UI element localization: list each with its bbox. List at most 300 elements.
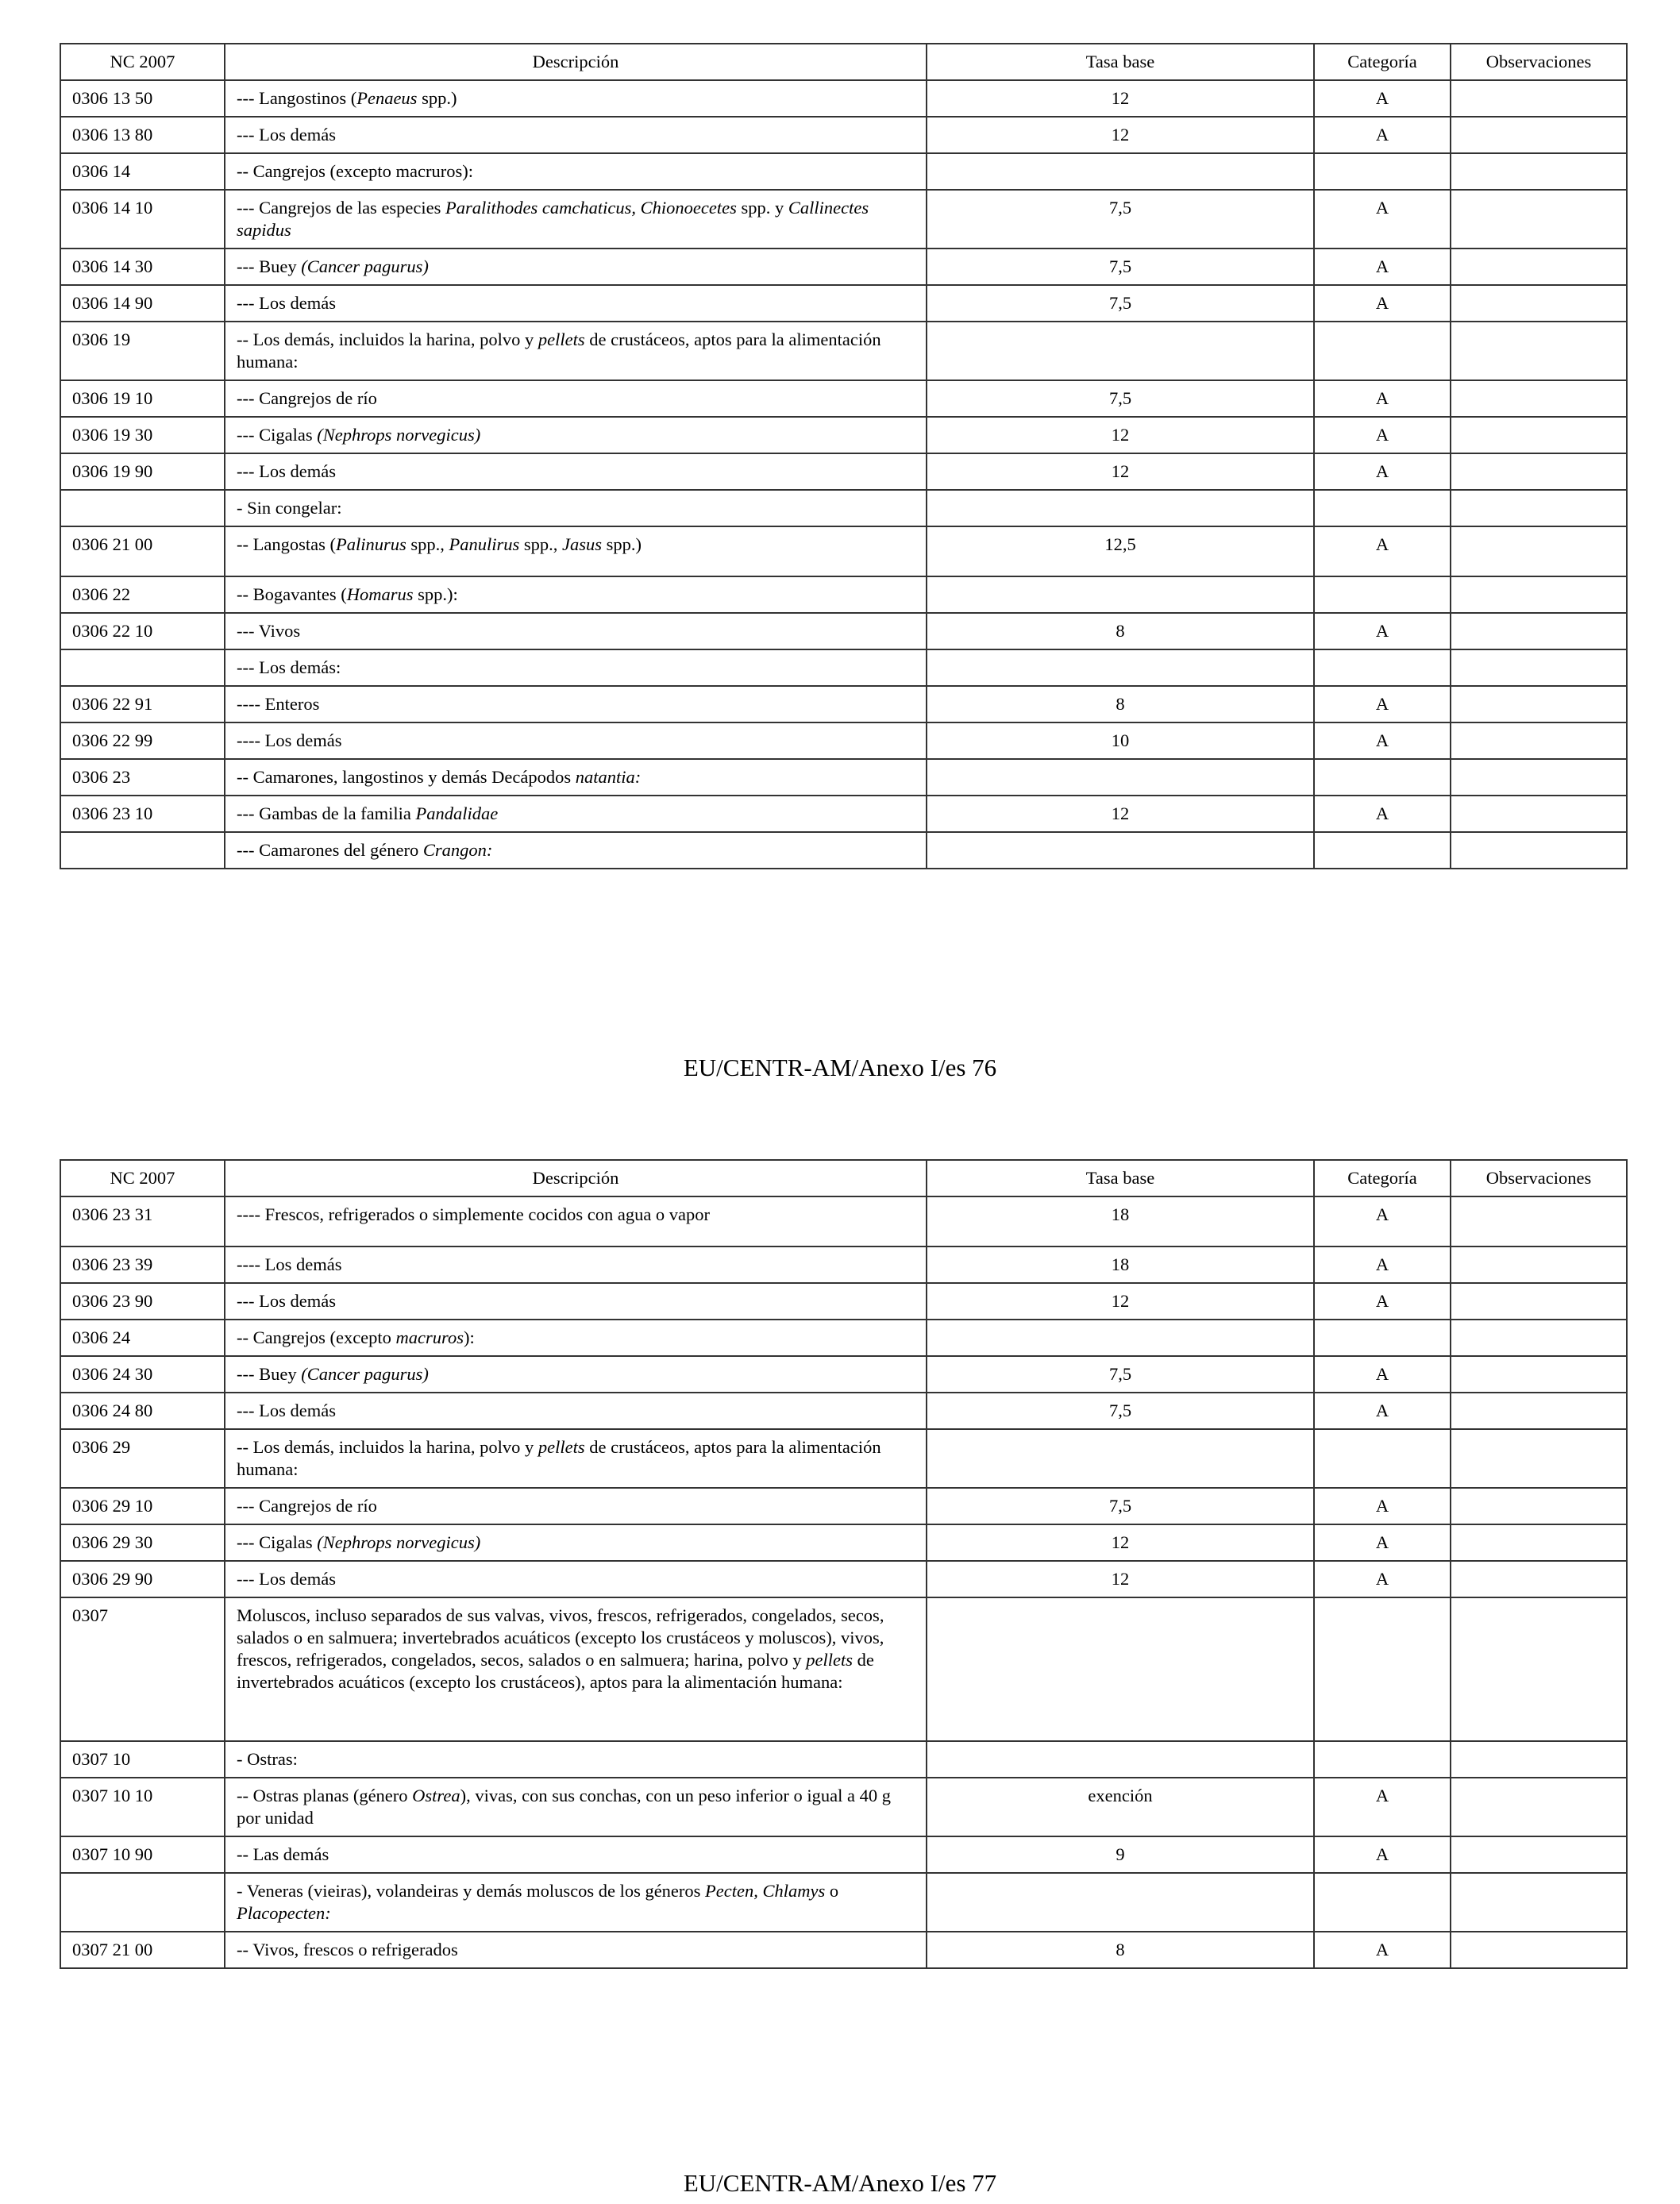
description-cell [225,1320,927,1356]
header-descripcion: Descripción [225,44,927,80]
observations-cell [1451,1246,1627,1283]
table-row [60,1429,1627,1488]
description-text: --- Cangrejos de río [237,1496,377,1516]
base-rate-cell: 12 [927,1524,1314,1561]
base-rate-cell: 18 [927,1196,1314,1246]
description-text: - Veneras (vieiras), volandeiras y demás moluscos de los géneros [237,1881,706,1901]
category-cell: A [1314,1196,1451,1246]
category-cell: A [1314,190,1451,249]
table-row [60,686,1627,722]
category-cell: A [1314,1932,1451,1968]
base-rate-cell: 8 [927,613,1314,649]
category-cell: A [1314,380,1451,417]
nc-code-cell: 0307 21 00 [60,1932,225,1968]
base-rate-cell: 12 [927,117,1314,153]
observations-cell [1451,1393,1627,1429]
nc-code-cell [60,1873,225,1932]
tariff-table-page-76 [60,43,1628,869]
description-text: spp.) [417,88,457,108]
category-cell: A [1314,117,1451,153]
base-rate-cell: 8 [927,686,1314,722]
description-cell [225,649,927,686]
base-rate-cell: 7,5 [927,380,1314,417]
description-cell [225,1836,927,1873]
nc-code-cell: 0306 13 80 [60,117,225,153]
observations-cell [1451,1356,1627,1393]
observations-cell [1451,1196,1627,1246]
observations-cell [1451,722,1627,759]
table-row [60,1283,1627,1320]
category-cell: A [1314,1246,1451,1283]
description-text: spp.) [602,534,642,554]
nc-code-cell: 0306 23 31 [60,1196,225,1246]
base-rate-cell: exención [927,1778,1314,1836]
observations-cell [1451,832,1627,869]
description-text: de crustáceos, aptos para la alimentación humana: [237,1437,881,1479]
nc-code-cell: 0306 22 91 [60,686,225,722]
nc-code-cell [60,490,225,526]
category-cell: A [1314,1488,1451,1524]
header-tasa-base: Tasa base [927,1160,1314,1196]
description-italic-text: (Nephrops norvegicus) [317,425,481,445]
base-rate-cell [927,1597,1314,1741]
description-text: spp., [519,534,563,554]
nc-code-cell: 0306 19 90 [60,453,225,490]
table-row [60,322,1627,380]
category-cell: A [1314,722,1451,759]
nc-code-cell: 0306 23 90 [60,1283,225,1320]
nc-code-cell: 0306 24 [60,1320,225,1356]
table-row [60,1561,1627,1597]
observations-cell [1451,796,1627,832]
observations-cell [1451,285,1627,322]
description-cell [225,759,927,796]
description-italic-text: (Cancer pagurus) [301,1364,429,1384]
nc-code-cell: 0306 14 10 [60,190,225,249]
header-categoria: Categoría [1314,44,1451,80]
description-italic-text: macruros [395,1327,464,1347]
description-italic-text: Ostrea [412,1786,460,1805]
observations-cell [1451,613,1627,649]
category-cell: A [1314,249,1451,285]
description-text: ): [463,1327,475,1347]
nc-code-cell: 0306 29 30 [60,1524,225,1561]
description-text: ---- Los demás [237,730,342,750]
nc-code-cell: 0306 24 80 [60,1393,225,1429]
description-cell [225,1488,927,1524]
table-row [60,190,1627,249]
observations-cell [1451,1524,1627,1561]
observations-cell [1451,759,1627,796]
observations-cell [1451,453,1627,490]
category-cell [1314,1597,1451,1741]
description-text: - Sin congelar: [237,498,342,518]
base-rate-cell: 7,5 [927,249,1314,285]
observations-cell [1451,1741,1627,1778]
description-text: --- Los demás: [237,657,341,677]
description-text: o [825,1881,839,1901]
observations-cell [1451,526,1627,576]
description-text: --- Cangrejos de las especies [237,198,446,218]
description-text: -- Bogavantes ( [237,584,347,604]
category-cell [1314,1429,1451,1488]
description-cell [225,117,927,153]
base-rate-cell [927,1741,1314,1778]
observations-cell [1451,1873,1627,1932]
base-rate-cell [927,576,1314,613]
observations-cell [1451,190,1627,249]
table-row [60,1836,1627,1873]
observations-cell [1451,417,1627,453]
observations-cell [1451,1778,1627,1836]
category-cell: A [1314,1778,1451,1836]
description-cell [225,1741,927,1778]
description-italic-text: (Cancer pagurus) [301,256,429,276]
description-cell [225,613,927,649]
description-cell [225,686,927,722]
nc-code-cell: 0306 13 50 [60,80,225,117]
description-italic-text: Crangon: [422,840,493,860]
description-cell [225,1561,927,1597]
description-cell [225,249,927,285]
description-text: --- Cigalas [237,1532,318,1552]
header-descripcion: Descripción [225,1160,927,1196]
table-row [60,249,1627,285]
observations-cell [1451,1836,1627,1873]
base-rate-cell [927,759,1314,796]
table-row [60,1246,1627,1283]
header-observaciones: Observaciones [1451,1160,1627,1196]
table-row [60,1320,1627,1356]
description-cell [225,1196,927,1246]
category-cell: A [1314,526,1451,576]
description-cell [225,1283,927,1320]
observations-cell [1451,1561,1627,1597]
table-row [60,796,1627,832]
base-rate-cell [927,649,1314,686]
base-rate-cell [927,322,1314,380]
description-italic-text: pellets [538,329,585,349]
header-tasa-base: Tasa base [927,44,1314,80]
description-cell [225,490,927,526]
description-cell [225,722,927,759]
category-cell: A [1314,1283,1451,1320]
description-text: spp., [406,534,449,554]
description-text: --- Los demás [237,125,336,144]
description-text: ---- Frescos, refrigerados o simplemente cocidos con agua o vapor [237,1204,711,1224]
description-text: --- Los demás [237,1291,336,1311]
description-text: -- Las demás [237,1844,329,1864]
description-text: --- Los demás [237,1569,336,1589]
description-italic-text: Pandalidae [415,803,499,823]
category-cell: A [1314,1393,1451,1429]
header-observaciones: Observaciones [1451,44,1627,80]
nc-code-cell: 0307 10 [60,1741,225,1778]
nc-code-cell: 0306 19 [60,322,225,380]
description-text: --- Langostinos ( [237,88,357,108]
nc-code-cell: 0306 23 39 [60,1246,225,1283]
category-cell [1314,322,1451,380]
table-row [60,80,1627,117]
category-cell: A [1314,1836,1451,1873]
base-rate-cell: 12 [927,796,1314,832]
table-row [60,1932,1627,1968]
category-cell: A [1314,417,1451,453]
description-text: -- Camarones, langostinos y demás Decápodos [237,767,576,787]
description-cell [225,1429,927,1488]
header-nc: NC 2007 [60,1160,225,1196]
description-italic-text: Paralithodes camchaticus, Chionoecetes [445,198,737,218]
page-footer: EU/CENTR-AM/Anexo I/es 77 [683,2169,997,2197]
description-italic-text: natantia: [575,767,642,787]
description-italic-text: Panulirus [449,534,520,554]
description-text: -- Vivos, frescos o refrigerados [237,1940,458,1959]
description-italic-text: pellets [806,1650,853,1670]
description-text: de crustáceos, aptos para la alimentación humana: [237,329,881,372]
description-text: --- Gambas de la familia [237,803,416,823]
description-text: --- Los demás [237,1401,336,1420]
category-cell: A [1314,285,1451,322]
category-cell [1314,490,1451,526]
observations-cell [1451,1283,1627,1320]
page-footer: EU/CENTR-AM/Anexo I/es 76 [683,1054,997,1081]
description-text: -- Los demás, incluidos la harina, polvo y [237,1437,538,1457]
description-text: --- Los demás [237,461,336,481]
base-rate-cell: 12 [927,1283,1314,1320]
table-row [60,613,1627,649]
description-text: -- Cangrejos (excepto macruros): [237,161,474,181]
base-rate-cell [927,1429,1314,1488]
observations-cell [1451,1429,1627,1488]
category-cell [1314,1873,1451,1932]
base-rate-cell: 8 [927,1932,1314,1968]
base-rate-cell [927,153,1314,190]
table-row [60,1356,1627,1393]
observations-cell [1451,249,1627,285]
description-cell [225,832,927,869]
nc-code-cell: 0306 22 [60,576,225,613]
table-row [60,117,1627,153]
nc-code-cell [60,832,225,869]
base-rate-cell: 12 [927,80,1314,117]
category-cell [1314,153,1451,190]
tariff-table-page-77 [60,1159,1628,1969]
table-row [60,1741,1627,1778]
category-cell [1314,759,1451,796]
description-italic-text: Jasus [562,534,603,554]
description-italic-text: pellets [538,1437,585,1457]
description-italic-text: (Nephrops norvegicus) [317,1532,481,1552]
description-cell [225,453,927,490]
description-cell [225,576,927,613]
category-cell [1314,649,1451,686]
base-rate-cell: 12 [927,417,1314,453]
description-cell [225,1524,927,1561]
base-rate-cell: 7,5 [927,285,1314,322]
nc-code-cell: 0306 24 30 [60,1356,225,1393]
category-cell [1314,576,1451,613]
description-cell [225,153,927,190]
table-header-row [60,1160,1627,1196]
description-text: de invertebrados acuáticos (excepto los crustáceos), aptos para la alimentación humana: [237,1650,874,1692]
header-categoria: Categoría [1314,1160,1451,1196]
nc-code-cell: 0306 14 90 [60,285,225,322]
description-text: spp.): [413,584,458,604]
description-text: -- Ostras planas (género [237,1786,413,1805]
nc-code-cell: 0307 10 90 [60,1836,225,1873]
category-cell [1314,832,1451,869]
table-row [60,759,1627,796]
description-text: --- Los demás [237,293,336,313]
nc-code-cell: 0306 14 [60,153,225,190]
observations-cell [1451,649,1627,686]
category-cell [1314,1320,1451,1356]
description-cell [225,1597,927,1741]
description-cell [225,417,927,453]
base-rate-cell [927,1873,1314,1932]
category-cell: A [1314,796,1451,832]
description-text: ---- Enteros [237,694,320,714]
observations-cell [1451,117,1627,153]
description-cell [225,526,927,576]
base-rate-cell: 9 [927,1836,1314,1873]
observations-cell [1451,576,1627,613]
base-rate-cell [927,1320,1314,1356]
table-body [60,80,1627,869]
description-text: -- Langostas ( [237,534,336,554]
base-rate-cell: 12,5 [927,526,1314,576]
description-cell [225,190,927,249]
description-text: --- Camarones del género [237,840,423,860]
description-cell [225,1393,927,1429]
description-text: --- Buey [237,256,302,276]
description-italic-text: Callinectes sapidus [237,198,869,240]
category-cell: A [1314,80,1451,117]
table-row [60,453,1627,490]
table-row [60,417,1627,453]
table-row [60,1597,1627,1741]
description-cell [225,1932,927,1968]
base-rate-cell: 7,5 [927,1488,1314,1524]
description-cell [225,1873,927,1932]
observations-cell [1451,80,1627,117]
description-italic-text: Pecten, Chlamys [705,1881,826,1901]
base-rate-cell: 12 [927,1561,1314,1597]
description-cell [225,1356,927,1393]
nc-code-cell: 0307 [60,1597,225,1741]
description-italic-text: Homarus [346,584,414,604]
observations-cell [1451,490,1627,526]
base-rate-cell: 7,5 [927,190,1314,249]
description-text: Moluscos, incluso separados de sus valvas, vivos, frescos, refrigerados, congelados, secos, salados o en salmuera; invertebrados acuáticos (excepto los crustáceos y moluscos), vivos, frescos, refrigerados, congelados, secos, salados o en salmuera; harina, polvo y [237,1605,884,1670]
base-rate-cell: 12 [927,453,1314,490]
observations-cell [1451,686,1627,722]
table-row [60,490,1627,526]
description-cell [225,322,927,380]
table-row [60,380,1627,417]
table-row [60,1196,1627,1246]
nc-code-cell: 0306 22 10 [60,613,225,649]
description-text: --- Buey [237,1364,302,1384]
description-text: - Ostras: [237,1749,298,1769]
category-cell: A [1314,686,1451,722]
description-text: ---- Los demás [237,1254,342,1274]
table-row [60,576,1627,613]
table-row [60,1778,1627,1836]
description-cell [225,80,927,117]
description-cell [225,796,927,832]
description-text: --- Cigalas [237,425,318,445]
category-cell: A [1314,613,1451,649]
nc-code-cell: 0306 19 30 [60,417,225,453]
description-cell [225,380,927,417]
table-row [60,1873,1627,1932]
table-row [60,526,1627,576]
description-italic-text: Placopecten: [237,1903,331,1923]
base-rate-cell [927,832,1314,869]
description-text: --- Vivos [237,621,301,641]
table-row [60,832,1627,869]
table-row [60,649,1627,686]
category-cell: A [1314,453,1451,490]
base-rate-cell: 18 [927,1246,1314,1283]
observations-cell [1451,1320,1627,1356]
category-cell: A [1314,1561,1451,1597]
table-row [60,722,1627,759]
category-cell: A [1314,1524,1451,1561]
nc-code-cell: 0306 23 10 [60,796,225,832]
header-nc: NC 2007 [60,44,225,80]
category-cell [1314,1741,1451,1778]
description-cell [225,1246,927,1283]
description-text: ), vivas, con sus conchas, con un peso inferior o igual a 40 g por unidad [237,1786,891,1828]
observations-cell [1451,1597,1627,1741]
nc-code-cell [60,649,225,686]
nc-code-cell: 0306 29 90 [60,1561,225,1597]
table-row [60,1488,1627,1524]
table-body [60,1196,1627,1968]
description-cell [225,1778,927,1836]
description-text: -- Cangrejos (excepto [237,1327,396,1347]
table-row [60,1393,1627,1429]
category-cell: A [1314,1356,1451,1393]
nc-code-cell: 0306 29 10 [60,1488,225,1524]
nc-code-cell: 0307 10 10 [60,1778,225,1836]
description-text: spp. y [736,198,788,218]
observations-cell [1451,153,1627,190]
table-row [60,285,1627,322]
nc-code-cell: 0306 29 [60,1429,225,1488]
base-rate-cell: 7,5 [927,1356,1314,1393]
description-cell [225,285,927,322]
nc-code-cell: 0306 19 10 [60,380,225,417]
nc-code-cell: 0306 14 30 [60,249,225,285]
base-rate-cell: 10 [927,722,1314,759]
nc-code-cell: 0306 21 00 [60,526,225,576]
description-italic-text: Penaeus [356,88,418,108]
table-row [60,1524,1627,1561]
description-text: --- Cangrejos de río [237,388,377,408]
observations-cell [1451,322,1627,380]
base-rate-cell [927,490,1314,526]
nc-code-cell: 0306 23 [60,759,225,796]
observations-cell [1451,1488,1627,1524]
observations-cell [1451,380,1627,417]
base-rate-cell: 7,5 [927,1393,1314,1429]
nc-code-cell: 0306 22 99 [60,722,225,759]
table-header-row [60,44,1627,80]
observations-cell [1451,1932,1627,1968]
